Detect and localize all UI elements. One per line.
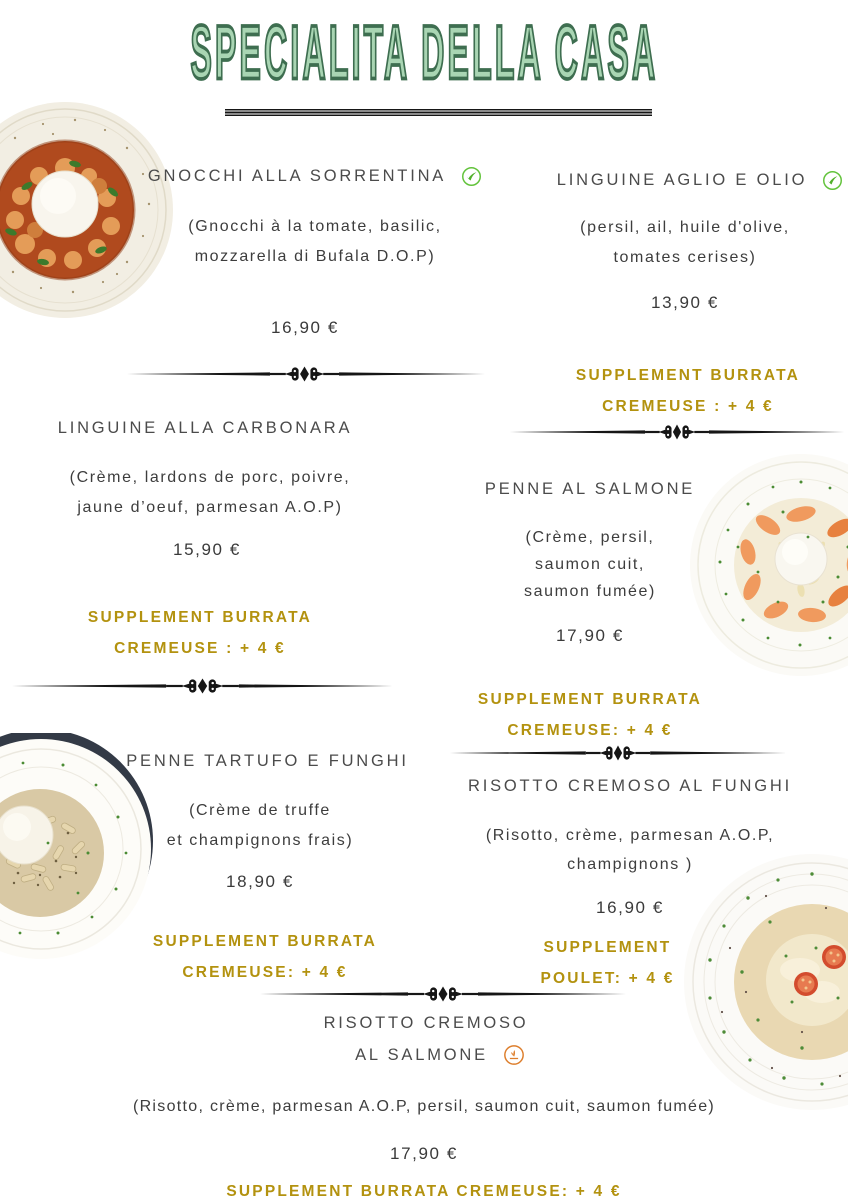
menu-item-risotto-salmone-title-row [276, 1014, 576, 1033]
item-description-line: (Crème de truffe [189, 802, 331, 819]
item-supplement-line: SUPPLEMENT BURRATA CREMEUSE: + 4 € [226, 1183, 622, 1200]
item-description-line: (Crème, persil, [525, 529, 655, 546]
item-price: 17,90 € [390, 1144, 458, 1163]
item-description [15, 463, 405, 523]
item-description-line: tomates cerises) [613, 249, 757, 266]
item-supplement-line: CREMEUSE: + 4 € [182, 964, 348, 981]
menu-item-carbonara-title-row [10, 419, 400, 438]
page-title: SPECIALITA DELLA CASA [190, 12, 658, 96]
item-supplement-line: SUPPLEMENT BURRATA [575, 367, 801, 384]
dish-photo-penne-al-salmone [688, 452, 848, 678]
item-price: 16,90 € [271, 318, 339, 337]
item-supplement-line: SUPPLEMENT [543, 939, 672, 956]
item-supplement-line: SUPPLEMENT BURRATA [87, 609, 313, 626]
item-name: LINGUINE AGLIO E OLIO [556, 171, 808, 189]
item-description-line: mozzarella di Bufala D.O.P) [194, 248, 436, 265]
item-supplement [5, 602, 395, 664]
menu-item-salmone-title-row [484, 480, 696, 499]
menu-item-gnocchi-title-row [147, 166, 480, 187]
item-supplement [0, 1176, 848, 1200]
item-description [0, 1092, 848, 1122]
item-supplement-line: SUPPLEMENT BURRATA [152, 933, 378, 950]
item-description [135, 212, 495, 272]
item-supplement-line: CREMEUSE : + 4 € [602, 398, 774, 415]
item-name: GNOCCHI ALLA SORRENTINA [147, 167, 447, 185]
item-name: LINGUINE ALLA CARBONARA [57, 419, 353, 437]
page-title-row [0, 12, 848, 96]
item-description [440, 821, 820, 879]
ornamental-divider [122, 366, 487, 382]
item-description-line: jaune d’oeuf, parmesan A.O.P) [77, 499, 343, 516]
ornamental-divider [10, 678, 395, 694]
item-description [535, 213, 835, 273]
ornamental-divider [448, 745, 788, 761]
item-supplement [465, 684, 715, 746]
menu-item-risotto-funghi-title-row [455, 777, 805, 796]
item-supplement-line: SUPPLEMENT BURRATA [477, 691, 703, 708]
item-supplement-line: CREMEUSE : + 4 € [114, 640, 286, 657]
menu-item-risotto-salmone-title-row2 [290, 1044, 590, 1066]
item-supplement-line: POULET: + 4 € [540, 970, 675, 987]
item-description-line: (Risotto, crème, parmesan A.O.P, persil, saumon cuit, saumon fumée) [132, 1098, 716, 1115]
dish-photo-gnocchi-alla-sorrentina [0, 100, 175, 320]
item-description-line: (persil, ail, huile d'olive, [580, 219, 790, 236]
vegetarian-icon [461, 166, 482, 187]
item-supplement [480, 932, 735, 994]
item-description-line: (Gnocchi à la tomate, basilic, [188, 218, 442, 235]
item-price: 13,90 € [651, 293, 719, 312]
item-description [490, 524, 690, 605]
item-supplement [538, 360, 838, 422]
item-name-line: AL SALMONE [355, 1045, 488, 1064]
item-name: PENNE AL SALMONE [484, 480, 696, 498]
item-price: 18,90 € [226, 872, 294, 891]
item-description-line: saumon fumée) [524, 583, 656, 600]
item-description-line: champignons ) [567, 856, 693, 873]
ornamental-divider [508, 424, 846, 440]
item-name: RISOTTO CREMOSO AL FUNGHI [468, 777, 792, 795]
item-description-line: (Risotto, crème, parmesan A.O.P, [485, 827, 775, 844]
item-supplement-line: CREMEUSE: + 4 € [507, 722, 673, 739]
item-supplement [110, 926, 420, 988]
item-description-line: et champignons frais) [166, 832, 354, 849]
item-name-line: RISOTTO CREMOSO [323, 1014, 529, 1032]
item-price: 16,90 € [596, 898, 664, 917]
menu-item-aglio-title-row [550, 170, 848, 191]
house-specialty-icon [503, 1044, 525, 1066]
vegetarian-icon [822, 170, 843, 191]
item-description-line: saumon cuit, [535, 556, 645, 573]
item-price: 17,90 € [556, 626, 624, 645]
menu-item-tartufo-title-row [115, 752, 420, 771]
item-description-line: (Crème, lardons de porc, poivre, [69, 469, 351, 486]
title-underline [225, 109, 652, 116]
item-description [110, 796, 410, 856]
item-name: PENNE TARTUFO E FUNGHI [126, 752, 409, 770]
item-price: 15,90 € [173, 540, 241, 559]
